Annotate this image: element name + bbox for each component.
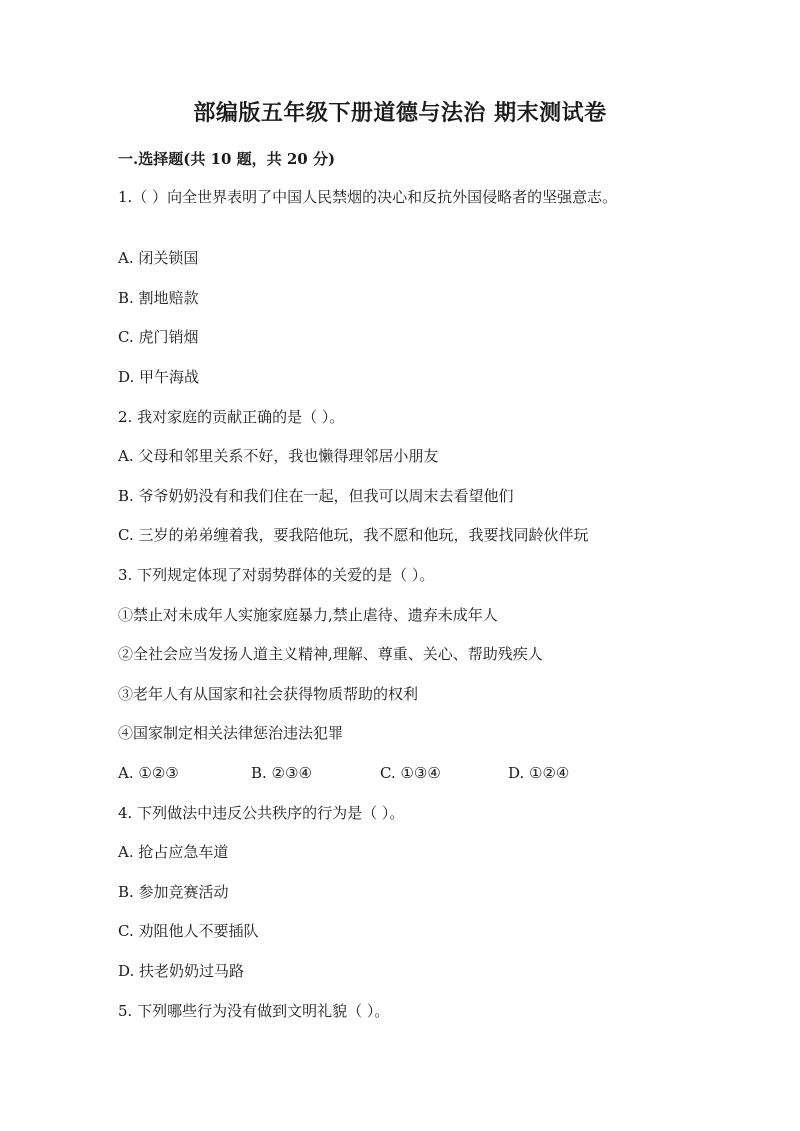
- question-4-stem: 4. 下列做法中违反公共秩序的行为是（ ）。: [118, 804, 405, 822]
- question-4-option-a: A. 抢占应急车道: [118, 843, 229, 861]
- question-1-stem: 1.（ ）向全世界表明了中国人民禁烟的决心和反抗外国侵略者的坚强意志。: [118, 188, 618, 206]
- question-5-stem: 5. 下列哪些行为没有做到文明礼貌（ ）。: [118, 1002, 390, 1020]
- question-1-option-a: A. 闭关锁国: [118, 249, 199, 267]
- question-3-statement-2: ②全社会应当发扬人道主义精神,理解、尊重、关心、帮助残疾人: [118, 645, 543, 663]
- question-2-option-a: A. 父母和邻里关系不好，我也懒得理邻居小朋友: [118, 447, 439, 465]
- question-2-option-c: C. 三岁的弟弟缠着我，要我陪他玩，我不愿和他玩，我要找同龄伙伴玩: [118, 526, 589, 544]
- section-heading: 一.选择题(共 10 题，共 20 分): [118, 150, 336, 168]
- question-3-statement-4: ④国家制定相关法律惩治违法犯罪: [118, 724, 344, 742]
- question-3-statement-1: ①禁止对未成年人实施家庭暴力,禁止虐待、遗弃未成年人: [118, 606, 498, 624]
- question-3-option-a: A. ①②③: [118, 764, 179, 782]
- question-1-option-d: D. 甲午海战: [118, 368, 200, 386]
- question-3-option-d: D. ①②④: [508, 764, 570, 782]
- question-4-option-b: B. 参加竞赛活动: [118, 883, 229, 901]
- question-4-option-d: D. 扶老奶奶过马路: [118, 962, 245, 980]
- question-2-stem: 2. 我对家庭的贡献正确的是（ ）。: [118, 408, 345, 426]
- question-2-option-b: B. 爷爷奶奶没有和我们住在一起，但我可以周末去看望他们: [118, 487, 514, 505]
- question-1-option-c: C. 虎门销烟: [118, 328, 199, 346]
- question-4-option-c: C. 劝阻他人不要插队: [118, 922, 259, 940]
- page-title: 部编版五年级下册道德与法治 期末测试卷: [193, 100, 607, 126]
- question-1-option-b: B. 割地赔款: [118, 289, 199, 307]
- question-3-options: [118, 762, 678, 784]
- question-3-option-b: B. ②③④: [251, 764, 312, 782]
- question-3-statement-3: ③老年人有从国家和社会获得物质帮助的权利: [118, 685, 419, 703]
- question-3-option-c: C. ①③④: [380, 764, 441, 782]
- question-3-stem: 3. 下列规定体现了对弱势群体的关爱的是（ ）。: [118, 566, 435, 584]
